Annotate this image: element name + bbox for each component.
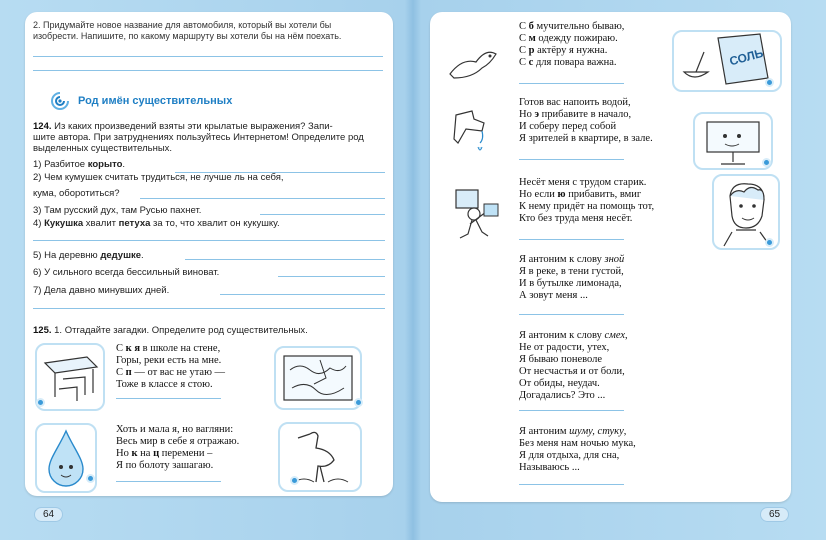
riddle-line: Я бываю поневоле — [519, 354, 603, 365]
answer-line — [185, 259, 385, 260]
answer-line — [140, 198, 385, 199]
ex124-instruction-line-3: выделенных существительных. — [33, 143, 173, 154]
faucet-picture — [440, 105, 500, 165]
answer-line — [260, 214, 385, 215]
answer-line — [116, 398, 221, 399]
riddle-line: Я для отдыха, для сна, — [519, 450, 620, 461]
answer-line — [519, 83, 624, 84]
salt-label: СОЛЬ — [727, 45, 765, 69]
answer-line — [220, 294, 385, 295]
ex124-instruction-text: Из каких произведений взяты эти крылатые выражения? Запи- — [54, 121, 333, 132]
ex124-number: 124. — [33, 121, 52, 132]
picture-marker — [36, 398, 45, 407]
picture-marker — [290, 476, 299, 485]
riddle-line: Несёт меня с трудом старик. — [519, 177, 647, 188]
page-number-left: 64 — [34, 507, 63, 522]
ex124-item-7: 7) Дела давно минувших дней. — [33, 285, 170, 296]
riddle-line: Не от радости, утех, — [519, 342, 610, 353]
riddle-line: Но э прибавите в начало, — [519, 109, 632, 120]
riddle-line: С б мучительно бываю, — [519, 21, 625, 32]
ex125-instruction: 125. 1. Отгадайте загадки. Определите род существительных. — [33, 325, 308, 336]
riddle-line: Я антоним шуму, стуку, — [519, 426, 627, 437]
porter-picture — [440, 180, 508, 246]
riddle-line: Я по болоту зашагаю. — [116, 460, 214, 471]
riddle-line: От несчастья и от боли, — [519, 366, 625, 377]
riddle-line: И соберу перед собой — [519, 121, 617, 132]
answer-line — [33, 240, 385, 241]
riddle-line: Горы, реки есть на мне. — [116, 355, 222, 366]
riddle-line: Хоть и мала я, но вагляни: — [116, 424, 234, 435]
answer-line — [519, 159, 624, 160]
riddle-line: Догадались? Это ... — [519, 390, 606, 401]
riddle-line: Я антоним к слову зной — [519, 254, 625, 265]
riddle-line: Тоже в классе я стою. — [116, 379, 213, 390]
answer-line — [519, 314, 624, 315]
section-icon — [50, 91, 70, 111]
riddle-line: А зовут меня ... — [519, 290, 588, 301]
riddle-line: К нему придёт на помощь тот, — [519, 201, 655, 212]
task2-line-2: изобрести. Напишите, по какому маршруту вы хотели бы на нём поехать. — [33, 31, 342, 41]
riddle-line: С с для повара важна. — [519, 57, 617, 68]
page-number-right: 65 — [760, 507, 789, 522]
riddle-line: Без меня нам ночью мука, — [519, 438, 636, 449]
ex124-item-1: 1) Разбитое корыто. — [33, 159, 126, 170]
riddle-line: Но если ю прибавить, вмиг — [519, 189, 642, 200]
map-picture — [274, 346, 362, 410]
riddle-line: Кто без труда меня несёт. — [519, 213, 633, 224]
picture-marker — [86, 474, 95, 483]
task2-line-1: 2. Придумайте новое название для автомобиля, который вы хотели бы — [33, 20, 332, 30]
riddle-line: С п — от вас не утаю — — [116, 367, 226, 378]
answer-line — [278, 276, 385, 277]
ex124-item-5: 5) На деревню дедушке. — [33, 250, 144, 261]
answer-line — [33, 70, 383, 71]
answer-line — [519, 239, 624, 240]
riddle-line: С м одежду пожираю. — [519, 33, 618, 44]
picture-marker — [765, 238, 774, 247]
riddle-line: Но к на ц перемени – — [116, 448, 213, 459]
answer-line — [33, 56, 383, 57]
answer-line — [519, 410, 624, 411]
ex124-instruction-line-2: шите автора. При затруднениях пользуйтесь Интернетом! Определите род — [33, 132, 364, 143]
section-title: Род имён существительных — [78, 95, 233, 107]
picture-marker — [765, 78, 774, 87]
ex124-item-2: 2) Чем кумушек считать трудиться, не лучше ль на себя, — [33, 172, 284, 183]
ex125-number: 125. — [33, 325, 52, 336]
answer-line — [116, 481, 221, 482]
answer-line — [519, 484, 624, 485]
ex124-item-3: 3) Там русский дух, там Русью пахнет. — [33, 205, 202, 216]
riddle-line: Готов вас напоить водой, — [519, 97, 631, 108]
bird-picture — [440, 36, 505, 86]
screen-picture — [693, 112, 773, 170]
picture-marker — [354, 398, 363, 407]
ex124-item-2-cont: кума, оборотиться? — [33, 188, 120, 199]
riddle-line: С р актёру я нужна. — [519, 45, 608, 56]
riddle-line: Я зрителей в квартире, в зале. — [519, 133, 653, 144]
picture-marker — [762, 158, 771, 167]
ex124-item-6: 6) У сильного всегда бессильный виноват. — [33, 267, 220, 278]
riddle-line: С к я в школе на стене, — [116, 343, 221, 354]
riddle-line: И в бутылке лимонада, — [519, 278, 622, 289]
riddle-line: От обиды, неудач. — [519, 378, 600, 389]
riddle-line: Я антоним к слову смех, — [519, 330, 628, 341]
answer-line — [33, 308, 385, 309]
ex124-item-4: 4) Кукушка хвалит петуха за то, что хвалит он кукушку. — [33, 218, 280, 229]
riddle-line: Называюсь ... — [519, 462, 580, 473]
riddle-line: Весь мир в себе я отражаю. — [116, 436, 240, 447]
desk-picture — [35, 343, 105, 411]
riddle-line: Я в реке, в тени густой, — [519, 266, 624, 277]
